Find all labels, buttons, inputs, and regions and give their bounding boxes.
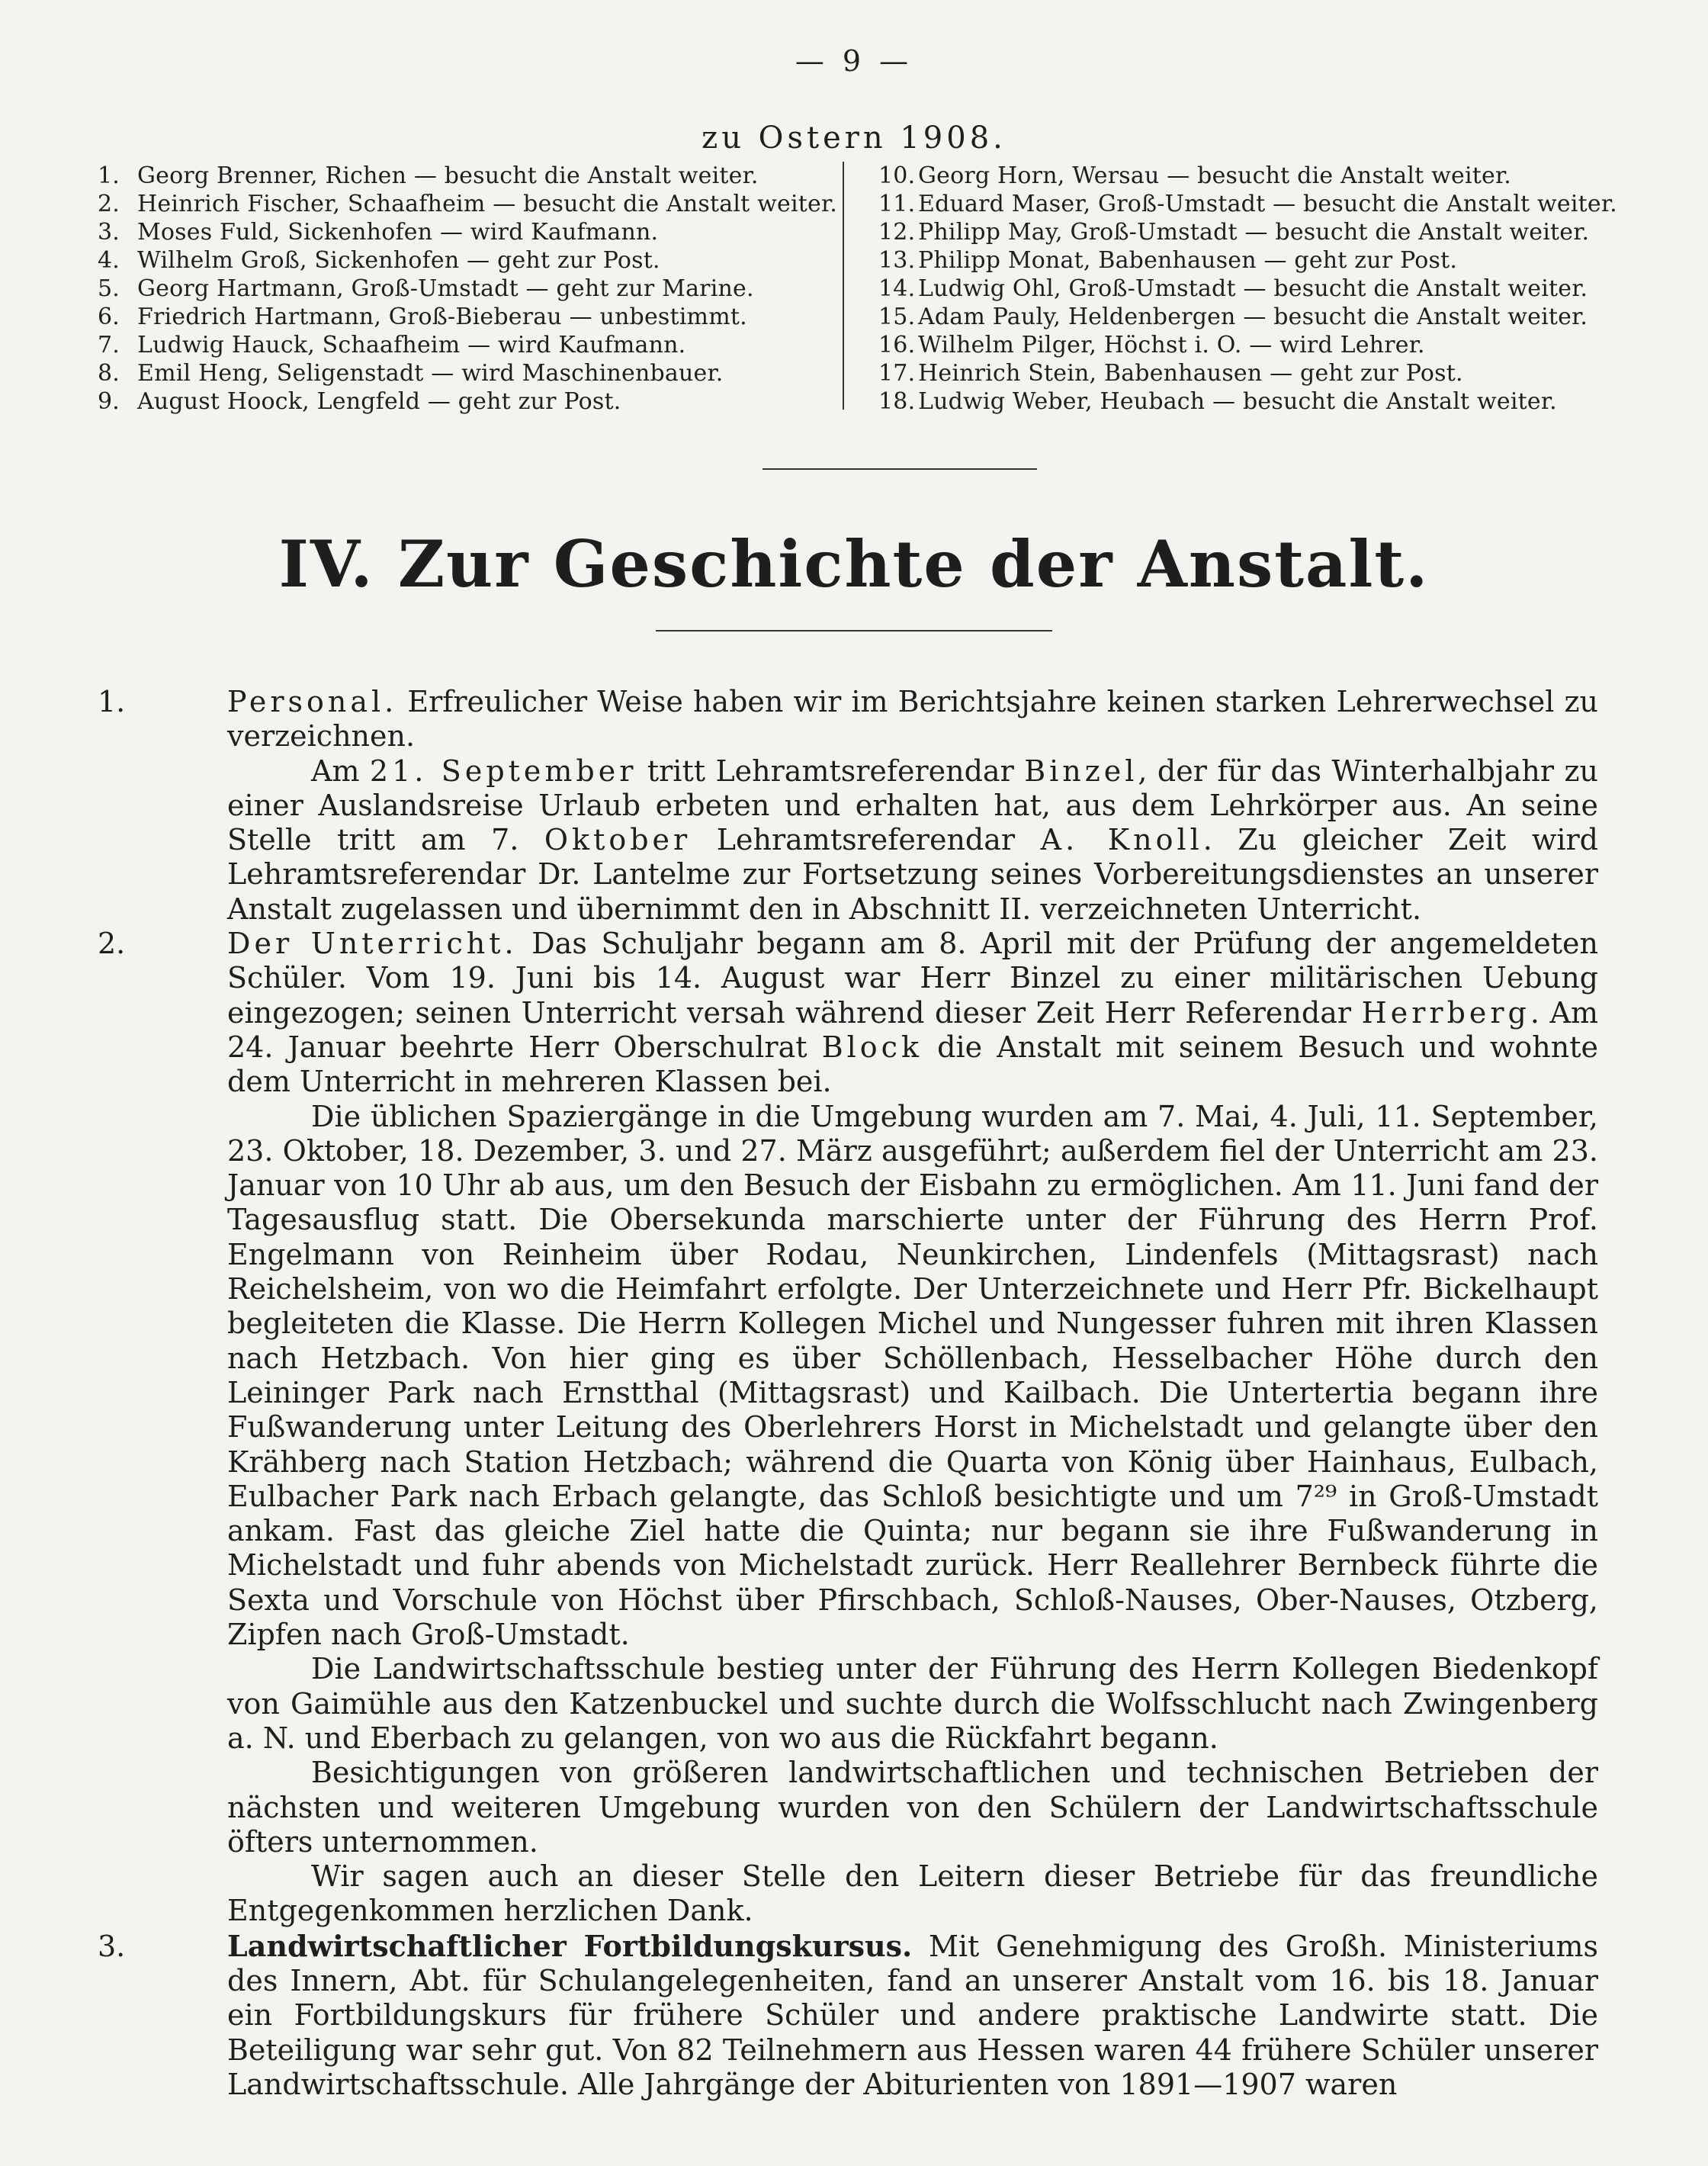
item-label: Der Unterricht.: [227, 927, 518, 961]
list-item: 7. Ludwig Hauck, Schaafheim — wird Kaufmann.: [98, 332, 686, 358]
page-number: — 9 —: [795, 44, 913, 78]
paragraph: Am 21. September tritt Lehramtsreferendar Binzel, der für das Winterhalbjahr zu einer Auslandsreise Urlaub erbeten und erhalten hat, aus dem Lehrkörper aus. An seine Stelle tritt am 7. Oktober Lehramtsreferendar A. Knoll. Zu gleicher Zeit wird Lehramtsreferendar Dr. Lantelme zur Fortsetzung seines Vorbereitungsdienstes an unserer Anstalt zugelassen und übernimmt den in Abschnitt II. verzeichneten Unterricht.: [227, 754, 1598, 926]
body-text: [98, 685, 1598, 2102]
list-item: 15. Adam Pauly, Heldenbergen — besucht die Anstalt weiter.: [878, 304, 1588, 330]
paragraph: Die üblichen Spaziergänge in die Umgebung wurden am 7. Mai, 4. Juli, 11. September, 23. Oktober, 18. Dezember, 3. und 27. März ausgeführt; außerdem fiel der Unterricht am 23. Januar von 10 Uhr ab aus, um den Besuch der Eisbahn zu ermöglichen. Am 11. Juni fand der Tagesausflug statt. Die Obersekunda marschierte unter der Führung des Herrn Prof. Engelmann von Reinheim über Rodau, Neunkirchen, Lindenfels (Mittagsrast) nach Reichelsheim, von wo die Heimfahrt erfolgte. Der Unterzeichnete und Herr Pfr. Bickelhaupt begleiteten die Klasse. Die Herrn Kollegen Michel und Nungesser fuhren mit ihren Klassen nach Hetzbach. Von hier ging es über Schöllenbach, Hesselbacher Höhe durch den Leininger Park nach Ernstthal (Mittagsrast) und Kailbach. Die Untertertia begann ihre Fußwanderung unter Leitung des Oberlehrers Horst in Michelstadt und gelangte über den Krähberg nach Station Hetzbach; während die Quarta von König über Hainhaus, Eulbach, Eulbacher Park nach Erbach gelangte, das Schloß besichtigte und um 7²⁹ in Groß-Umstadt ankam. Fast das gleiche Ziel hatte die Quinta; nur begann sie ihre Fußwanderung in Michelstadt und fuhr abends von Michelstadt zurück. Herr Reallehrer Bernbeck führte die Sexta und Vorschule von Höchst über Pfirschbach, Schloß-Nauses, Ober-Nauses, Otzberg, Zipfen nach Groß-Umstadt.: [227, 1099, 1598, 1652]
paragraph: Die Landwirtschaftsschule bestieg unter der Führung des Herrn Kollegen Biedenkopf von Gaimühle aus den Katzenbuckel und suchte durch die Wolfsschlucht nach Zwingenberg a. N. und Eberbach zu gelangen, von wo aus die Rückfahrt begann.: [227, 1652, 1598, 1755]
list-item: 18. Ludwig Weber, Heubach — besucht die Anstalt weiter.: [878, 388, 1557, 415]
list-item: 6. Friedrich Hartmann, Groß-Bieberau — unbestimmt.: [98, 304, 747, 330]
list-item: 2. Heinrich Fischer, Schaafheim — besucht die Anstalt weiter.: [98, 191, 837, 217]
list-item: 14. Ludwig Ohl, Groß-Umstadt — besucht die Anstalt weiter.: [878, 275, 1588, 302]
paragraph: Wir sagen auch an dieser Stelle den Leitern dieser Betriebe für das freundliche Entgegenkommen herzlichen Dank.: [227, 1859, 1598, 1928]
list-item: 3. Moses Fuld, Sickenhofen — wird Kaufmann.: [98, 219, 659, 246]
graduates-list-right: [878, 162, 1617, 416]
item-unterricht: 2. Der Unterricht. Das Schuljahr begann am 8. April mit der Prüfung der angemeldeten Schüler. Vom 19. Juni bis 14. August war Herr Binzel zu einer militärischen Uebung eingezogen; seinen Unterricht versah während dieser Zeit Herr Referendar Herrberg. Am 24. Januar beehrte Herr Oberschulrat Block die Anstalt mit seinem Besuch und wohnte dem Unterricht in mehreren Klassen bei.: [98, 927, 1599, 1099]
list-item: 13. Philipp Monat, Babenhausen — geht zur Post.: [878, 247, 1458, 274]
list-item: 1. Georg Brenner, Richen — besucht die Anstalt weiter.: [98, 162, 759, 189]
list-item: 16. Wilhelm Pilger, Höchst i. O. — wird Lehrer.: [878, 332, 1425, 358]
list-item: 9. August Hoock, Lengfeld — geht zur Post.: [98, 388, 621, 415]
list-item: 10. Georg Horn, Wersau — besucht die Anstalt weiter.: [878, 162, 1511, 189]
list-item: 8. Emil Heng, Seligenstadt — wird Maschinenbauer.: [98, 360, 724, 387]
graduates-list-left: [98, 162, 837, 416]
item-fortbildung: 3. Landwirtschaftlicher Fortbildungskursus. Mit Genehmigung des Großh. Ministeriums des Innern, Abt. für Schulangelegenheiten, fand an unserer Anstalt vom 16. bis 18. Januar ein Fortbildungskurs für frühere Schüler und andere praktische Landwirte statt. Die Beteiligung war sehr gut. Von 82 Teilnehmern aus Hessen waren 44 frühere Schüler unserer Landwirtschaftsschule. Alle Jahrgänge der Abiturienten von 1891—1907 waren: [98, 1928, 1598, 2101]
easter-list-title: zu Ostern 1908.: [702, 121, 1006, 156]
heading-rule: [656, 630, 1052, 631]
list-item: 5. Georg Hartmann, Groß-Umstadt — geht zur Marine.: [98, 275, 754, 302]
section-heading: IV. Zur Geschichte der Anstalt.: [278, 526, 1430, 602]
paragraph: Besichtigungen von größeren landwirtschaftlichen und technischen Betrieben der nächsten und weiteren Umgebung wurden von den Schülern der Landwirtschaftsschule öfters unternommen.: [227, 1756, 1598, 1859]
item-label: Landwirtschaftlicher Fortbildungskursus.: [227, 1928, 913, 1963]
item-personal: 1. Personal. Erfreulicher Weise haben wir im Berichtsjahre keinen starken Lehrerwechsel zu verzeichnen.: [98, 685, 1598, 754]
list-item: 4. Wilhelm Groß, Sickenhofen — geht zur Post.: [98, 247, 660, 274]
list-item: 17. Heinrich Stein, Babenhausen — geht zur Post.: [878, 360, 1463, 387]
item-label: Personal.: [227, 685, 398, 718]
list-item: 12. Philipp May, Groß-Umstadt — besucht die Anstalt weiter.: [878, 219, 1590, 246]
separator-rule: [762, 468, 1037, 470]
column-divider: [843, 162, 844, 410]
list-item: 11. Eduard Maser, Groß-Umstadt — besucht die Anstalt weiter.: [878, 191, 1617, 217]
